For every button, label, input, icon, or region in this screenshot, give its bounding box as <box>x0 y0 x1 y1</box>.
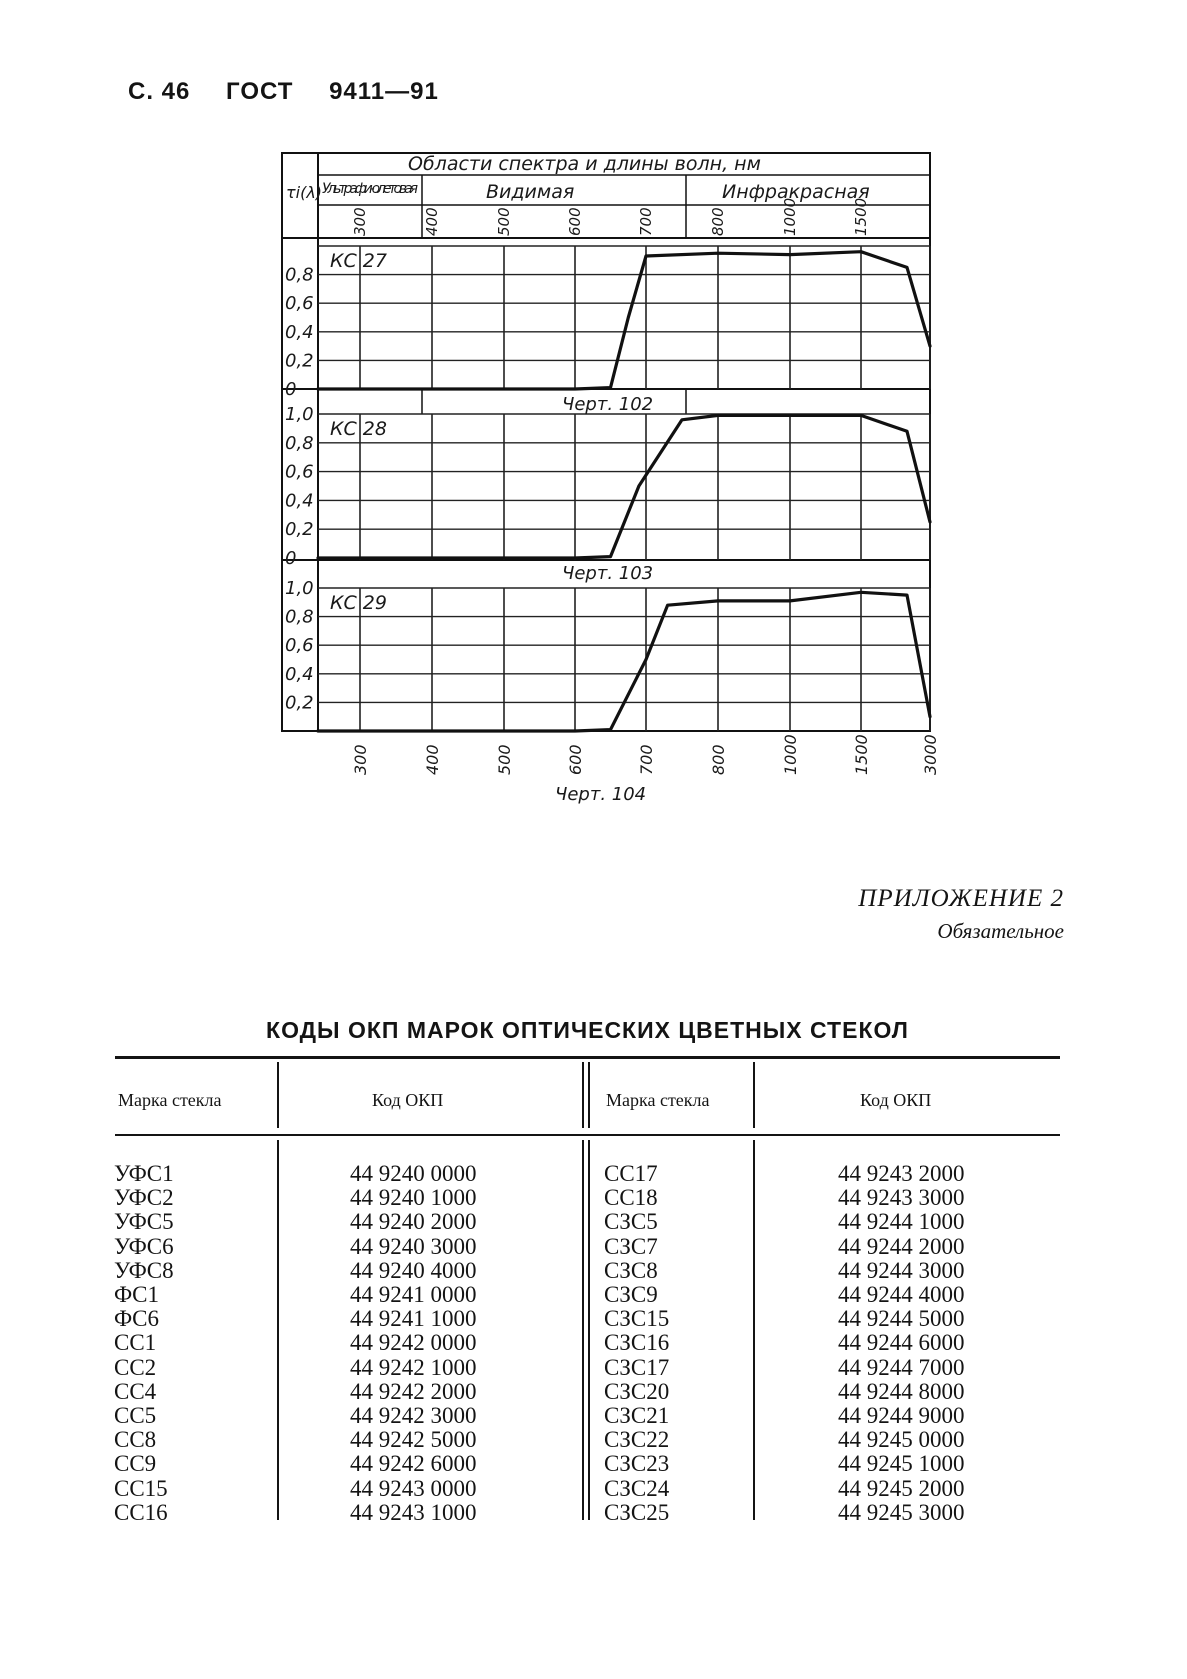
region-visible: Видимая <box>486 181 575 203</box>
right-mark-1: СС17 <box>604 1161 658 1186</box>
right-codes-column <box>838 1162 965 1525</box>
left-code-10: 44 9242 2000 <box>350 1378 477 1404</box>
right-mark-6: СЗС9 <box>604 1282 658 1308</box>
bottom-tick-300: 300 <box>351 744 370 775</box>
right-code-10: 44 9244 8000 <box>838 1378 965 1404</box>
y-tick-0-3: 0,2 <box>285 350 314 372</box>
left-codes-column <box>350 1162 477 1525</box>
y-tick-1-3: 0,4 <box>285 490 314 512</box>
chart-labels <box>285 153 940 805</box>
caption-102: Черт. 102 <box>562 394 654 415</box>
chart-grid <box>318 246 930 731</box>
chart-curves <box>318 252 930 731</box>
appendix-subtitle: Обязательное <box>937 919 1064 943</box>
bottom-tick-500: 500 <box>495 744 514 775</box>
left-code-13: 44 9242 6000 <box>350 1451 477 1477</box>
curve-КС28 <box>318 415 930 558</box>
appendix-block <box>858 885 1064 944</box>
header-tick-1000: 1000 <box>781 197 799 236</box>
bottom-tick-800: 800 <box>709 744 728 775</box>
y-tick-1-0: 1,0 <box>285 404 314 425</box>
right-mark-15: СЗС25 <box>604 1499 670 1525</box>
right-code-9: 44 9244 7000 <box>838 1354 965 1380</box>
chart-frame <box>282 153 930 731</box>
y-tick-2-2: 0,6 <box>285 635 314 657</box>
left-code-1: 44 9240 0000 <box>350 1161 477 1186</box>
right-code-4: 44 9244 2000 <box>838 1233 965 1259</box>
y-tick-1-4: 0,2 <box>285 519 314 541</box>
y-axis-label: τi(λ) <box>286 183 323 202</box>
col-divider-mid-c <box>582 1140 584 1520</box>
left-code-12: 44 9242 5000 <box>350 1427 477 1453</box>
left-mark-4: УФС6 <box>114 1233 174 1259</box>
right-mark-10: СЗС20 <box>604 1378 670 1404</box>
panel-label-2: КС 29 <box>330 592 387 614</box>
header-tick-800: 800 <box>709 207 727 236</box>
left-mark-2: УФС2 <box>114 1185 174 1211</box>
panel-label-1: КС 28 <box>330 418 387 440</box>
left-code-14: 44 9243 0000 <box>350 1475 477 1501</box>
header-tick-500: 500 <box>495 207 513 236</box>
table-top-rule <box>115 1056 1060 1059</box>
caption-103: Черт. 103 <box>562 563 654 584</box>
left-mark-15: СС16 <box>114 1499 168 1525</box>
right-mark-7: СЗС15 <box>604 1306 670 1332</box>
left-code-7: 44 9241 1000 <box>350 1306 477 1332</box>
bottom-tick-1000: 1000 <box>781 734 800 775</box>
bottom-tick-3000: 3000 <box>921 734 940 775</box>
header-tick-700: 700 <box>637 207 655 236</box>
y-tick-2-3: 0,4 <box>285 663 314 685</box>
left-code-3: 44 9240 2000 <box>350 1209 477 1235</box>
y-tick-0-1: 0,6 <box>285 293 314 315</box>
col-divider-mid-d <box>588 1140 590 1520</box>
y-tick-2-4: 0,2 <box>285 692 314 714</box>
right-mark-8: СЗС16 <box>604 1330 670 1356</box>
left-code-15: 44 9243 1000 <box>350 1499 477 1525</box>
header-tick-400: 400 <box>423 207 441 236</box>
header-mark-left: Марка стекла <box>118 1090 222 1110</box>
right-code-12: 44 9245 0000 <box>838 1427 965 1453</box>
right-mark-2: СС18 <box>604 1185 658 1211</box>
col-divider-1 <box>277 1062 279 1128</box>
left-mark-5: УФС8 <box>114 1257 174 1283</box>
right-code-3: 44 9244 1000 <box>838 1209 965 1235</box>
header-code-right: Код ОКП <box>860 1090 932 1110</box>
bottom-tick-600: 600 <box>566 744 585 775</box>
right-mark-3: СЗС5 <box>604 1209 658 1235</box>
y-tick-2-0: 1,0 <box>285 578 314 599</box>
left-mark-13: СС9 <box>114 1451 157 1477</box>
right-mark-5: СЗС8 <box>604 1257 658 1283</box>
region-uv: Ультрафи-олетовая <box>322 181 418 197</box>
right-mark-14: СЗС24 <box>604 1475 670 1501</box>
right-code-1: 44 9243 2000 <box>838 1161 965 1186</box>
header-tick-300: 300 <box>351 207 369 236</box>
transmission-chart <box>0 0 1187 820</box>
axis-title: Области спектра и длины волн, нм <box>408 153 761 175</box>
left-marks-column <box>114 1162 174 1525</box>
left-mark-3: УФС5 <box>114 1209 174 1235</box>
right-code-11: 44 9244 9000 <box>838 1403 965 1429</box>
left-code-8: 44 9242 0000 <box>350 1330 477 1356</box>
y-tick-1-2: 0,6 <box>285 461 314 483</box>
appendix-title: ПРИЛОЖЕНИЕ 2 <box>858 885 1064 912</box>
region-infrared: Инфракрасная <box>722 181 870 203</box>
standard-number: 9411—91 <box>329 78 439 105</box>
right-code-13: 44 9245 1000 <box>838 1451 965 1477</box>
right-code-15: 44 9245 3000 <box>838 1499 965 1525</box>
header-mark-right: Марка стекла <box>606 1090 710 1110</box>
col-divider-mid-a <box>582 1062 584 1128</box>
header-code-left: Код ОКП <box>372 1090 444 1110</box>
left-mark-11: СС5 <box>114 1403 157 1429</box>
y-tick-0-0: 0,8 <box>285 264 314 286</box>
right-mark-13: СЗС23 <box>604 1451 670 1477</box>
outer-frame <box>282 153 930 731</box>
right-marks-column <box>604 1162 669 1525</box>
caption-104: Черт. 104 <box>555 784 647 805</box>
panel-label-0: КС 27 <box>330 250 387 272</box>
right-code-5: 44 9244 3000 <box>838 1257 965 1283</box>
right-mark-9: СЗС17 <box>604 1354 670 1380</box>
col-divider-1b <box>277 1140 279 1520</box>
left-mark-10: СС4 <box>114 1378 157 1404</box>
y-tick-0-2: 0,4 <box>285 321 314 343</box>
left-mark-9: СС2 <box>114 1354 157 1380</box>
bottom-tick-400: 400 <box>423 744 442 775</box>
right-mark-12: СЗС22 <box>604 1427 670 1453</box>
left-mark-6: ФС1 <box>114 1282 160 1308</box>
y-tick-2-1: 0,8 <box>285 606 314 628</box>
left-mark-14: СС15 <box>114 1475 168 1501</box>
right-mark-4: СЗС7 <box>604 1233 658 1259</box>
col-divider-3b <box>753 1140 755 1520</box>
curve-КС27 <box>318 252 930 389</box>
table-header-rule <box>115 1134 1060 1136</box>
left-code-4: 44 9240 3000 <box>350 1233 477 1259</box>
table-title: КОДЫ ОКП МАРОК ОПТИЧЕСКИХ ЦВЕТНЫХ СТЕКОЛ <box>266 1017 909 1043</box>
right-code-8: 44 9244 6000 <box>838 1330 965 1356</box>
left-code-5: 44 9240 4000 <box>350 1257 477 1283</box>
col-divider-3 <box>753 1062 755 1128</box>
col-divider-mid-b <box>588 1062 590 1128</box>
header-tick-1500: 1500 <box>852 197 870 236</box>
bottom-tick-700: 700 <box>637 744 656 775</box>
left-mark-7: ФС6 <box>114 1306 160 1332</box>
left-code-2: 44 9240 1000 <box>350 1185 477 1211</box>
right-code-6: 44 9244 4000 <box>838 1282 965 1308</box>
left-code-11: 44 9242 3000 <box>350 1403 477 1429</box>
y-tick-1-1: 0,8 <box>285 432 314 454</box>
left-mark-8: СС1 <box>114 1330 157 1356</box>
right-code-2: 44 9243 3000 <box>838 1185 965 1211</box>
y-tick-1-5: 0 <box>285 548 297 569</box>
left-code-9: 44 9242 1000 <box>350 1354 477 1380</box>
left-mark-1: УФС1 <box>114 1161 174 1186</box>
curve-КС29 <box>318 592 930 731</box>
left-mark-12: СС8 <box>114 1427 157 1453</box>
standard-label: ГОСТ <box>226 78 294 105</box>
y-tick-0-4: 0 <box>285 379 297 400</box>
page-number: С. 46 <box>128 78 191 105</box>
bottom-tick-1500: 1500 <box>852 734 871 775</box>
right-mark-11: СЗС21 <box>604 1403 670 1429</box>
left-code-6: 44 9241 0000 <box>350 1282 477 1308</box>
right-code-14: 44 9245 2000 <box>838 1475 965 1501</box>
right-code-7: 44 9244 5000 <box>838 1306 965 1332</box>
header-tick-600: 600 <box>566 207 584 236</box>
